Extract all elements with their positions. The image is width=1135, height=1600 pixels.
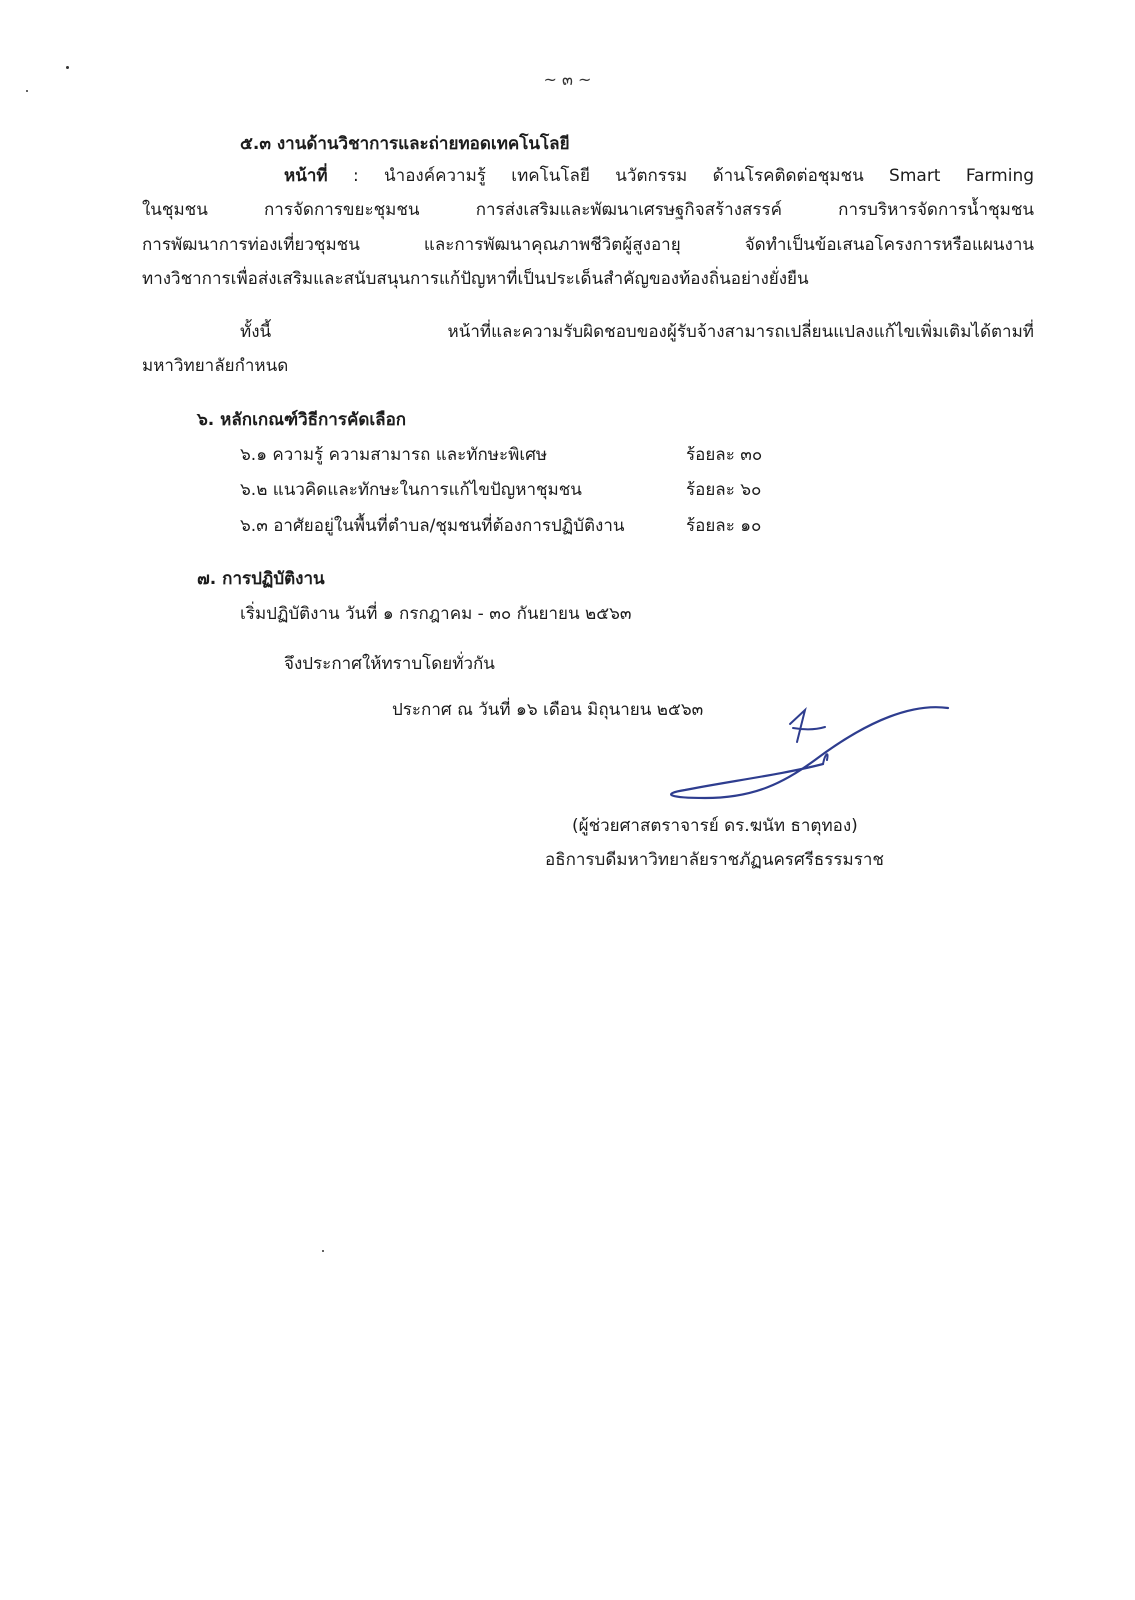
work-period: เริ่มปฏิบัติงาน วันที่ ๑ กรกฎาคม - ๓๐ กันยายน ๒๕๖๓ (240, 604, 632, 624)
section-5-3-title: ๕.๓ งานด้านวิชาการและถ่ายทอดเทคโนโลยี (240, 134, 570, 154)
date-line: ประกาศ ณ วันที่ ๑๖ เดือน มิถุนายน ๒๕๖๓ (392, 700, 704, 720)
section-5-3-line-4: ทางวิชาการเพื่อส่งเสริมและสนับสนุนการแก้ปัญหาที่เป็นประเด็นสำคัญของท้องถิ่นอย่างยั่งยืน (142, 269, 809, 289)
duty-text: : นำองค์ความรู้ เทคโนโลยี นวัตกรรม ด้านโรคติดต่อชุมชน Smart Farming (352, 166, 1034, 186)
section-5-3-line-1 (284, 162, 1034, 189)
section-6-title: ๖. หลักเกณฑ์วิธีการคัดเลือก (197, 410, 407, 430)
handwritten-signature (665, 700, 955, 820)
section-5-3-line-2: ในชุมชน การจัดการขยะชุมชน การส่งเสริมและพัฒนาเศรษฐกิจสร้างสรรค์ การบริหารจัดการน้ำชุมชน (142, 200, 1034, 220)
section-5-3-line-3: การพัฒนาการท่องเที่ยวชุมชน และการพัฒนาคุณภาพชีวิตผู้สูงอายุ จัดทำเป็นข้อเสนอโครงการหรือแผนงาน (142, 235, 1034, 255)
scan-speck (322, 1250, 324, 1252)
announcement: จึงประกาศให้ทราบโดยทั่วกัน (284, 654, 495, 674)
signatory-name: (ผู้ช่วยศาสตราจารย์ ดร.ฆนัท ธาตุทอง) (572, 816, 858, 836)
note-line-2: มหาวิทยาลัยกำหนด (142, 356, 289, 376)
scan-speck (66, 66, 69, 69)
duty-label: หน้าที่ (284, 166, 328, 186)
criteria-percent-1: ร้อยละ ๓๐ (686, 445, 763, 465)
criteria-percent-3: ร้อยละ ๑๐ (686, 516, 762, 536)
signatory-position: อธิการบดีมหาวิทยาลัยราชภัฏนครศรีธรรมราช (545, 850, 884, 870)
page-number: ~ ๓ ~ (543, 70, 592, 89)
note-line-1: ทั้งนี้ หน้าที่และความรับผิดชอบของผู้รับจ้างสามารถเปลี่ยนแปลงแก้ไขเพิ่มเติมได้ตามที่ (240, 322, 1034, 342)
criteria-label-1: ๖.๑ ความรู้ ความสามารถ และทักษะพิเศษ (240, 445, 548, 465)
criteria-percent-2: ร้อยละ ๖๐ (686, 480, 762, 500)
scan-speck (26, 90, 28, 92)
section-7-title: ๗. การปฏิบัติงาน (197, 569, 325, 589)
criteria-label-3: ๖.๓ อาศัยอยู่ในพื้นที่ตำบล/ชุมชนที่ต้องการปฏิบัติงาน (240, 516, 625, 536)
criteria-label-2: ๖.๒ แนวคิดและทักษะในการแก้ไขปัญหาชุมชน (240, 480, 582, 500)
